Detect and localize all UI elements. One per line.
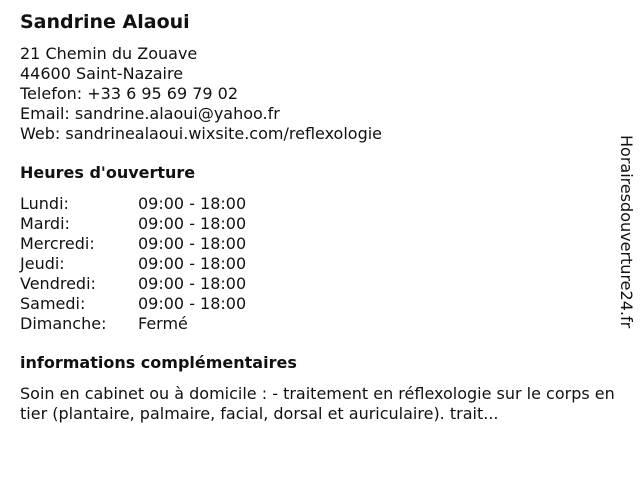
hours-row-tuesday bbox=[20, 214, 610, 234]
business-card bbox=[20, 10, 615, 424]
address-line-2: 44600 Saint-Nazaire bbox=[20, 64, 184, 83]
hours-table bbox=[20, 194, 610, 334]
time-value: 09:00 - 18:00 bbox=[138, 254, 247, 273]
day-label: Lundi: bbox=[20, 194, 69, 213]
time-value: 09:00 - 18:00 bbox=[138, 274, 247, 293]
hours-heading: Heures d'ouverture bbox=[20, 163, 196, 182]
time-value: 09:00 - 18:00 bbox=[138, 214, 247, 233]
day-label: Jeudi: bbox=[20, 254, 65, 273]
hours-row-sunday bbox=[20, 314, 610, 334]
info-description: Soin en cabinet ou à domicile : - traitement en réflexologie sur le corps entier (plantaire, palmaire, facial, dorsal et auriculaire). trait... bbox=[20, 384, 615, 423]
day-label: Vendredi: bbox=[20, 274, 96, 293]
contact-block bbox=[20, 44, 610, 144]
time-value: 09:00 - 18:00 bbox=[138, 194, 247, 213]
website-line[interactable]: Web: sandrinealaoui.wixsite.com/reflexologie bbox=[20, 124, 383, 143]
time-value: Fermé bbox=[138, 314, 188, 333]
day-label: Mercredi: bbox=[20, 234, 95, 253]
business-name: Sandrine Alaoui bbox=[20, 11, 190, 33]
day-label: Dimanche: bbox=[20, 314, 107, 333]
hours-row-wednesday bbox=[20, 234, 610, 254]
hours-row-saturday bbox=[20, 294, 610, 314]
address-line-1: 21 Chemin du Zouave bbox=[20, 44, 198, 63]
info-heading: informations complémentaires bbox=[20, 353, 297, 372]
time-value: 09:00 - 18:00 bbox=[138, 234, 247, 253]
day-label: Samedi: bbox=[20, 294, 86, 313]
hours-row-friday bbox=[20, 274, 610, 294]
site-watermark: Horairesdouverture24.fr bbox=[617, 135, 636, 329]
day-label: Mardi: bbox=[20, 214, 70, 233]
time-value: 09:00 - 18:00 bbox=[138, 294, 247, 313]
hours-row-monday bbox=[20, 194, 610, 214]
hours-row-thursday bbox=[20, 254, 610, 274]
email-line[interactable]: Email: sandrine.alaoui@yahoo.fr bbox=[20, 104, 280, 123]
phone-line[interactable]: Telefon: +33 6 95 69 79 02 bbox=[20, 84, 239, 103]
